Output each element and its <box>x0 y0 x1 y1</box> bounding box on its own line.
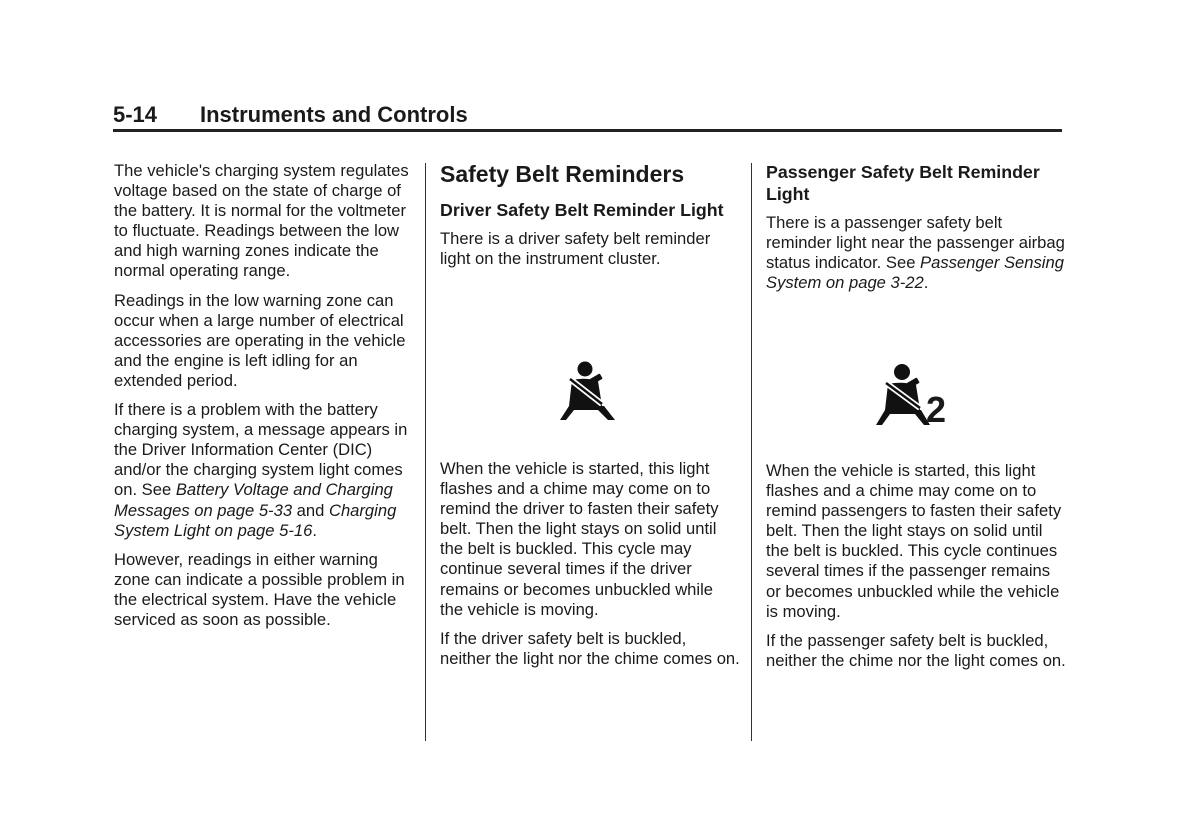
passenger-seatbelt-reminder-icon <box>874 362 956 430</box>
section-heading: Safety Belt Reminders <box>440 161 685 187</box>
section-title: Instruments and Controls <box>200 102 468 127</box>
subsection-heading: Driver Safety Belt Reminder Light <box>440 200 724 220</box>
text-run: If there is a problem with the battery charging system, a message appears in the Driver Information Center (DIC) and/or the charging system light comes on. See <box>114 400 408 500</box>
paragraph: If the passenger safety belt is buckled, neither the chime nor the light comes on. <box>766 630 1066 670</box>
seatbelt-reminder-icon <box>558 360 618 426</box>
cross-reference-link[interactable]: Battery Voltage and Charging Messages on page 5-33 <box>114 480 393 520</box>
paragraph: When the vehicle is started, this light flashes and a chime may come on to remind the driver to fasten their safety belt. Then the light stays on solid until the belt is buckled. This cycle may continue several times if the driver remains or becomes unbuckled while the vehicle is moving. <box>440 459 719 619</box>
cross-reference-link[interactable]: Charging System Light on page 5-16 <box>114 500 397 540</box>
paragraph: If the driver safety belt is buckled, neither the light nor the chime comes on. <box>440 628 740 668</box>
subsection-heading: Passenger Safety Belt Reminder Light <box>766 162 1040 204</box>
column-divider <box>425 163 426 741</box>
page-header <box>113 101 1062 129</box>
paragraph <box>114 400 414 541</box>
paragraph: Readings in the low warning zone can occur when a large number of electrical accessories are operating in the vehicle and the engine is left idling for an extended period. <box>114 290 406 390</box>
page-number: 5-14 <box>113 102 158 127</box>
text-run: . <box>923 273 929 293</box>
passenger-number: 2 <box>926 389 947 430</box>
paragraph: The vehicle's charging system regulates voltage based on the state of charge of the battery. It is normal for the voltmeter to fluctuate. Readings between the low and high warning zones indicate the normal operating range. <box>114 161 409 281</box>
paragraph <box>766 213 1066 293</box>
column-3 <box>766 161 1066 302</box>
column-3-lower <box>766 461 1066 680</box>
column-2 <box>440 161 740 278</box>
paragraph: However, readings in either warning zone can indicate a possible problem in the electrical system. Have the vehicle serviced as soon as possible. <box>114 549 405 629</box>
paragraph: There is a driver safety belt reminder light on the instrument cluster. <box>440 229 711 269</box>
text-run: and <box>292 500 329 520</box>
cross-reference-link[interactable]: Passenger Sensing System on page 3-22 <box>766 253 1064 293</box>
paragraph: When the vehicle is started, this light flashes and a chime may come on to remind passengers to fasten their safety belt. Then the light stays on solid until the belt is buckled. This cycle continues several times if the passenger remains or becomes unbuckled while the vehicle is moving. <box>766 461 1062 621</box>
column-divider <box>751 163 752 741</box>
text-run: . <box>312 520 317 540</box>
header-rule <box>113 129 1062 132</box>
text-run: There is a passenger safety belt reminder light near the passenger airbag status indicator. See <box>766 213 1065 273</box>
column-2-lower <box>440 459 740 678</box>
column-1 <box>114 161 414 639</box>
